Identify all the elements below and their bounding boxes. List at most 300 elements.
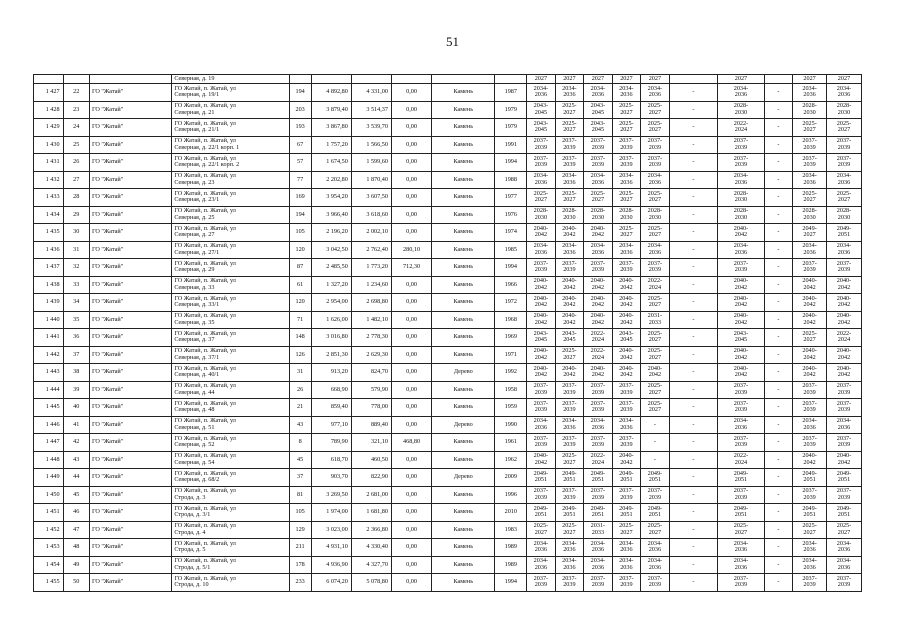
period-start: 2037-	[619, 434, 634, 442]
registry-number-cell: 1 447	[34, 434, 64, 452]
period-cell	[669, 416, 718, 434]
period-start: -	[692, 403, 695, 410]
period-start: -	[777, 210, 780, 218]
period-end: 2036	[803, 423, 816, 431]
period-end: 2027	[648, 108, 662, 116]
municipality-cell: ГО "Жатай"	[89, 504, 171, 522]
apartments-cell: 71	[289, 311, 311, 329]
period-end: 2039	[648, 266, 662, 274]
address-cell	[172, 311, 289, 329]
period-start: 2037-	[562, 259, 577, 267]
period-start: -	[777, 420, 780, 428]
period-end: 2051	[534, 476, 548, 484]
row-number-cell: 22	[63, 84, 89, 102]
period-start: 2037-	[733, 154, 749, 162]
period-cell	[793, 486, 827, 504]
period-cell	[793, 84, 827, 102]
period-start: 2025-	[619, 522, 634, 530]
period-cell	[641, 451, 670, 469]
period-cell: 2027	[641, 75, 670, 84]
period-cell	[527, 136, 556, 154]
period-end: 2042	[534, 231, 548, 239]
period-end: 2039	[534, 581, 548, 589]
period-end: 2027	[648, 528, 662, 536]
period-end: 2051	[591, 476, 605, 484]
period-start: 2034-	[647, 242, 663, 250]
period-cell	[584, 206, 613, 224]
wall-material-cell: Камень	[432, 206, 495, 224]
period-end: 2051	[734, 476, 748, 484]
period-end: 2027	[648, 353, 662, 361]
period-start: 2034-	[619, 539, 634, 547]
period-cell: 2027	[718, 75, 764, 84]
period-cell	[669, 101, 718, 119]
total-area-cell: 618,70	[311, 451, 351, 469]
period-start: 2034-	[533, 242, 549, 250]
period-start: 2037-	[836, 259, 852, 267]
residential-area-cell: 1 482,10	[351, 311, 391, 329]
period-start: 2040-	[733, 294, 749, 302]
period-end: 2039	[803, 493, 816, 501]
period-cell	[826, 521, 861, 539]
total-area-cell: 6 074,20	[311, 574, 351, 592]
period-cell	[584, 504, 613, 522]
period-cell	[793, 171, 827, 189]
wall-material-cell: Камень	[432, 136, 495, 154]
period-cell	[555, 259, 584, 277]
address-cell	[172, 294, 289, 312]
address-cell	[172, 399, 289, 417]
period-cell	[527, 259, 556, 277]
period-start: 2037-	[533, 259, 549, 267]
period-start: 2037-	[802, 399, 817, 407]
period-end: 2039	[563, 143, 576, 151]
municipality-cell: ГО "Жатай"	[89, 346, 171, 364]
period-end: 2039	[534, 441, 548, 449]
period-cell	[555, 136, 584, 154]
period-end: 2036	[648, 546, 662, 554]
period-start: -	[692, 88, 695, 95]
period-end: 2030	[734, 108, 748, 116]
address-line-2: Строда, д. 5/1	[174, 563, 211, 571]
period-end: 2036	[734, 563, 748, 571]
row-number-cell: 49	[63, 556, 89, 574]
build-year-cell: 1994	[495, 574, 527, 592]
row-number-cell: 33	[63, 276, 89, 294]
period-cell	[826, 451, 861, 469]
apartments-cell: 8	[289, 434, 311, 452]
period-start: 2043-	[533, 119, 549, 127]
period-cell	[555, 521, 584, 539]
period-start: 2034-	[802, 417, 817, 425]
period-cell	[612, 521, 641, 539]
wall-material-cell: Камень	[432, 311, 495, 329]
period-end: 2039	[591, 581, 605, 589]
period-cell	[764, 311, 793, 329]
nonresidential-area-cell: 0,00	[391, 311, 431, 329]
period-end: 2027	[620, 196, 633, 204]
period-start: 2040-	[533, 277, 549, 285]
period-cell	[793, 434, 827, 452]
row-number-cell: 48	[63, 539, 89, 557]
period-start: 2034-	[836, 539, 852, 547]
period-start: -	[653, 438, 656, 445]
municipality-cell: ГО "Жатай"	[89, 521, 171, 539]
period-cell	[669, 75, 718, 84]
period-start: 2043-	[533, 329, 549, 337]
period-cell	[612, 329, 641, 347]
period-cell	[826, 189, 861, 207]
row-number-cell: 25	[63, 136, 89, 154]
municipality-cell: ГО "Жатай"	[89, 574, 171, 592]
row-number-cell: 35	[63, 311, 89, 329]
period-cell	[612, 84, 641, 102]
period-start: 2043-	[590, 102, 606, 110]
period-end: 2042	[591, 231, 605, 239]
period-cell	[584, 521, 613, 539]
period-start: 2034-	[647, 557, 663, 565]
period-start: 2034-	[533, 557, 549, 565]
period-cell	[612, 451, 641, 469]
period-start: 2025-	[647, 189, 663, 197]
period-start: -	[777, 280, 780, 288]
period-cell	[718, 364, 764, 382]
period-end: 2042	[837, 458, 851, 466]
period-cell	[669, 329, 718, 347]
total-area-cell: 2 954,00	[311, 294, 351, 312]
period-start: -	[653, 420, 656, 428]
period-cell	[584, 486, 613, 504]
build-year-cell: 1987	[495, 84, 527, 102]
row-number-cell: 45	[63, 486, 89, 504]
period-cell	[718, 259, 764, 277]
period-end: 2039	[734, 143, 748, 151]
period-cell	[584, 171, 613, 189]
wall-material-cell: Камень	[432, 241, 495, 259]
address-line-2: Северная, д. 37	[174, 336, 215, 344]
period-cell	[612, 189, 641, 207]
build-year-cell: 1977	[495, 189, 527, 207]
period-end: 2036	[534, 563, 548, 571]
period-cell	[764, 75, 793, 84]
period-cell	[669, 399, 718, 417]
period-cell	[669, 206, 718, 224]
period-cell	[584, 556, 613, 574]
period-start: 2025-	[647, 119, 663, 127]
period-end: 2039	[620, 406, 633, 414]
wall-material-cell: Камень	[432, 434, 495, 452]
address-line-1: ГО Жатай, п. Жатай, ул	[174, 434, 236, 442]
row-number-cell: 26	[63, 154, 89, 172]
period-end: 2027	[803, 126, 816, 134]
period-start: 2025-	[533, 522, 549, 530]
total-area-cell: 3 042,50	[311, 241, 351, 259]
period-start: -	[777, 245, 780, 253]
period-cell	[555, 434, 584, 452]
period-end: 2027	[803, 231, 816, 239]
period-end: 2042	[837, 318, 851, 326]
period-end: 2039	[563, 406, 576, 414]
period-end: 2027	[648, 301, 662, 309]
period-start: 2037-	[647, 137, 663, 145]
period-end: 2042	[803, 283, 816, 291]
period-end: 2042	[591, 301, 605, 309]
period-start: 2040-	[619, 364, 634, 372]
period-start: -	[692, 140, 695, 148]
registry-number-cell: 1 434	[34, 206, 64, 224]
period-end: 2030	[837, 108, 851, 116]
period-start: -	[777, 158, 780, 165]
period-cell	[718, 469, 764, 487]
period-start: 2037-	[836, 399, 852, 407]
period-start: 2040-	[590, 312, 606, 320]
period-cell	[718, 84, 764, 102]
period-cell	[641, 101, 670, 119]
build-year-cell: 1994	[495, 154, 527, 172]
wall-material-cell: Камень	[432, 556, 495, 574]
period-cell	[612, 259, 641, 277]
period-start: 2040-	[836, 364, 852, 372]
period-cell	[764, 346, 793, 364]
table-row	[34, 469, 862, 487]
period-start: 2025-	[802, 119, 817, 127]
period-end: 2036	[620, 248, 633, 256]
period-cell	[718, 171, 764, 189]
nonresidential-area-cell: 0,00	[391, 399, 431, 417]
period-end: 2027	[837, 126, 851, 134]
build-year-cell: 1971	[495, 346, 527, 364]
period-end: 2042	[837, 283, 851, 291]
period-cell	[641, 276, 670, 294]
period-cell	[527, 399, 556, 417]
period-cell	[793, 381, 827, 399]
total-area-cell: 1 626,00	[311, 311, 351, 329]
period-cell	[555, 329, 584, 347]
period-cell	[641, 311, 670, 329]
period-end: 2036	[563, 91, 576, 99]
table-row	[34, 434, 862, 452]
period-cell	[584, 119, 613, 137]
period-cell	[793, 136, 827, 154]
address-cell	[172, 84, 289, 102]
period-end: 2039	[591, 143, 605, 151]
address-line-1: ГО Жатай, п. Жатай, ул	[174, 522, 236, 530]
nonresidential-area-cell: 0,00	[391, 189, 431, 207]
period-cell	[718, 136, 764, 154]
period-cell	[584, 329, 613, 347]
address-cell	[172, 101, 289, 119]
period-start: 2040-	[590, 224, 606, 232]
period-cell	[764, 399, 793, 417]
period-cell	[527, 521, 556, 539]
period-end: 2030	[803, 108, 816, 116]
period-start: 2025-	[802, 189, 817, 197]
period-cell	[555, 171, 584, 189]
residential-area-cell: 2 629,30	[351, 346, 391, 364]
period-end: 2036	[648, 248, 662, 256]
period-start: -	[692, 455, 695, 463]
address-cell	[172, 539, 289, 557]
period-cell	[793, 154, 827, 172]
residential-area-cell: 4 331,00	[351, 84, 391, 102]
residential-area-cell: 1 870,40	[351, 171, 391, 189]
period-end: 2045	[734, 336, 748, 344]
period-cell	[669, 556, 718, 574]
period-cell	[718, 346, 764, 364]
nonresidential-area-cell: 0,00	[391, 574, 431, 592]
period-end: 2039	[591, 388, 605, 396]
table-row	[34, 241, 862, 259]
residential-area-cell: 1 773,20	[351, 259, 391, 277]
period-cell	[793, 574, 827, 592]
address-line-1: ГО Жатай, п. Жатай, ул	[174, 102, 236, 110]
period-start: -	[692, 385, 695, 393]
nonresidential-area-cell: 0,00	[391, 101, 431, 119]
period-start: -	[777, 543, 780, 550]
table-row	[34, 381, 862, 399]
residential-area-cell: 460,50	[351, 451, 391, 469]
period-start: 2040-	[733, 347, 749, 355]
period-start: 2037-	[533, 137, 549, 145]
period-end: 2039	[803, 143, 816, 151]
period-start: 2043-	[562, 329, 577, 337]
period-start: -	[692, 490, 695, 498]
period-cell	[555, 556, 584, 574]
period-cell	[584, 294, 613, 312]
period-end: 2039	[648, 143, 662, 151]
period-cell	[793, 311, 827, 329]
period-cell	[718, 574, 764, 592]
period-cell	[584, 574, 613, 592]
period-start: -	[653, 455, 656, 463]
period-start: 2034-	[836, 557, 852, 565]
period-cell	[669, 259, 718, 277]
apartments-cell: 77	[289, 171, 311, 189]
period-cell	[555, 241, 584, 259]
total-area-cell: 668,90	[311, 381, 351, 399]
registry-number-cell: 1 431	[34, 154, 64, 172]
period-cell	[555, 539, 584, 557]
period-end: 2036	[534, 546, 548, 554]
address-line-2: Северная, д. 33	[174, 283, 215, 291]
total-area-cell: 4 892,80	[311, 84, 351, 102]
period-end: 2039	[591, 161, 605, 169]
build-year-cell: 1962	[495, 451, 527, 469]
period-end: 2039	[563, 493, 576, 501]
build-year-cell: 1972	[495, 294, 527, 312]
period-start: 2034-	[590, 242, 606, 250]
wall-material-cell: Камень	[432, 101, 495, 119]
period-start: 2028-	[802, 207, 817, 215]
period-cell	[527, 346, 556, 364]
period-cell	[527, 416, 556, 434]
period-start: 2022-	[590, 329, 606, 337]
residential-area-cell: 2 762,40	[351, 241, 391, 259]
period-start: 2037-	[619, 154, 634, 162]
period-end: 2042	[620, 318, 633, 326]
period-start: 2037-	[562, 399, 577, 407]
period-start: 2040-	[836, 294, 852, 302]
registry-number-cell: 1 444	[34, 381, 64, 399]
period-cell: 2027	[555, 75, 584, 84]
build-year-cell: 1974	[495, 224, 527, 242]
nonresidential-area-cell: 0,00	[391, 451, 431, 469]
period-cell	[555, 84, 584, 102]
residential-area-cell: 5 078,80	[351, 574, 391, 592]
period-start: 2037-	[619, 487, 634, 495]
period-cell	[669, 486, 718, 504]
build-year-cell: 1979	[495, 101, 527, 119]
table-row	[34, 346, 862, 364]
period-cell: 2027	[793, 75, 827, 84]
period-start: -	[692, 368, 695, 375]
wall-material-cell: Дерево	[432, 469, 495, 487]
period-cell	[527, 311, 556, 329]
period-end: 2039	[734, 266, 748, 274]
total-area-cell: 4 936,90	[311, 556, 351, 574]
municipality-cell: ГО "Жатай"	[89, 451, 171, 469]
period-end: 2027	[563, 458, 576, 466]
period-cell	[612, 416, 641, 434]
period-cell	[612, 206, 641, 224]
apartments-cell: 43	[289, 416, 311, 434]
period-cell	[669, 189, 718, 207]
period-end: 2036	[803, 178, 816, 186]
address-cell	[172, 451, 289, 469]
apartments-cell: 178	[289, 556, 311, 574]
table-row	[34, 84, 862, 102]
period-start: 2037-	[562, 574, 577, 582]
residential-area-cell: 2 002,10	[351, 224, 391, 242]
period-start: 2022-	[590, 452, 606, 460]
period-cell	[584, 311, 613, 329]
period-start: 2025-	[562, 347, 577, 355]
period-end: 2051	[620, 511, 633, 519]
period-cell	[555, 486, 584, 504]
period-cell	[793, 276, 827, 294]
period-cell	[555, 451, 584, 469]
table-row	[34, 311, 862, 329]
address-line-1: ГО Жатай, п. Жатай, ул	[174, 399, 236, 407]
apartments-cell: 21	[289, 399, 311, 417]
municipality-cell: ГО "Жатай"	[89, 329, 171, 347]
period-start: -	[777, 525, 780, 533]
period-cell	[793, 189, 827, 207]
period-cell	[826, 276, 861, 294]
period-end: 2039	[591, 406, 605, 414]
period-start: 2037-	[590, 487, 606, 495]
period-cell	[641, 416, 670, 434]
period-end: 2039	[803, 388, 816, 396]
period-start: 2037-	[836, 382, 852, 390]
registry-number-cell: 1 448	[34, 451, 64, 469]
period-end: 2039	[837, 581, 851, 589]
period-cell	[641, 259, 670, 277]
address-cell	[172, 556, 289, 574]
period-cell	[641, 539, 670, 557]
total-area-cell: 3 879,40	[311, 101, 351, 119]
period-start: 2049-	[590, 504, 606, 512]
period-cell	[764, 329, 793, 347]
period-cell	[527, 119, 556, 137]
period-cell	[584, 451, 613, 469]
address-line-1: ГО Жатай, п. Жатай, ул	[174, 207, 236, 215]
period-start: 2040-	[619, 452, 634, 460]
row-number-cell: 31	[63, 241, 89, 259]
period-end: 2036	[803, 91, 816, 99]
period-start: 2028-	[619, 207, 634, 215]
period-start: 2022-	[733, 119, 749, 127]
